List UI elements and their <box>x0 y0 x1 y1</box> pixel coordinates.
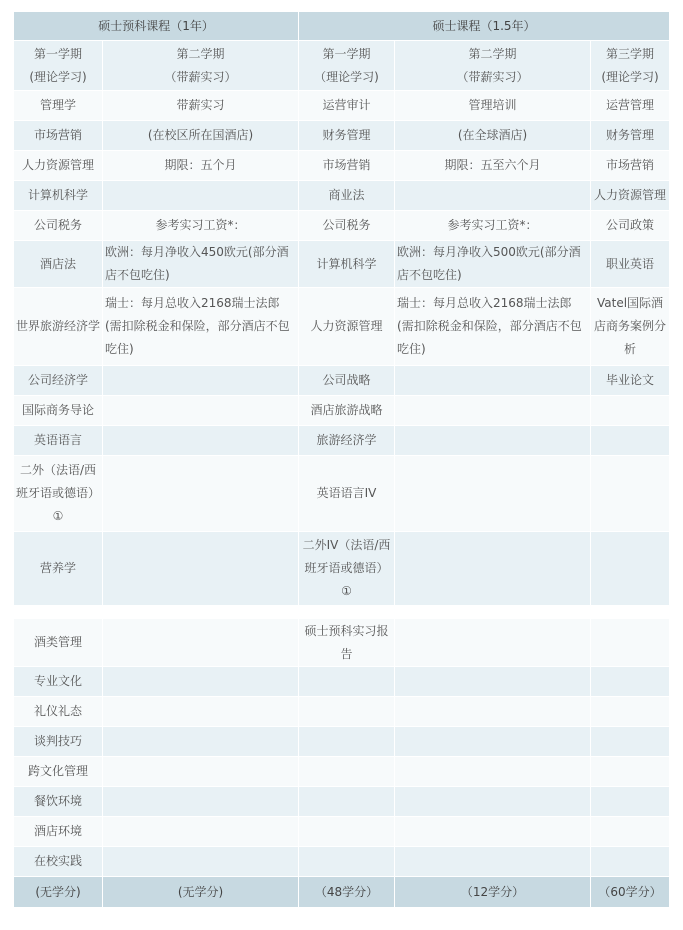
table-row <box>14 817 670 847</box>
table-cell: 参考实习工资*： <box>103 211 299 241</box>
table-row <box>14 727 670 757</box>
table-cell: 职业英语 <box>591 241 670 288</box>
table-cell <box>591 619 670 667</box>
table-cell: 商业法 <box>299 181 395 211</box>
table-cell <box>591 817 670 847</box>
prep-semester-2-header: 第二学期 （带薪实习） <box>103 41 299 91</box>
table-cell: 在校实践 <box>14 847 103 877</box>
table-cell <box>591 667 670 697</box>
credits-cell: （12学分） <box>395 877 591 908</box>
master-semester-2-header: 第二学期 （带薪实习） <box>395 41 591 91</box>
table-cell: 酒店环境 <box>14 817 103 847</box>
table-cell <box>395 396 591 426</box>
table-row <box>14 288 670 366</box>
table-cell <box>395 817 591 847</box>
table-cell <box>395 847 591 877</box>
table-row <box>14 241 670 288</box>
master-program-header: 硕士课程（1.5年） <box>299 12 670 41</box>
table-cell: 专业文化 <box>14 667 103 697</box>
curriculum-table-wrapper <box>13 11 669 908</box>
table-cell: 酒店旅游战略 <box>299 396 395 426</box>
table-cell: 酒类管理 <box>14 619 103 667</box>
table-cell: 二外IV（法语/西班牙语或德语）① <box>299 532 395 606</box>
table-cell <box>591 456 670 532</box>
table-cell <box>103 366 299 396</box>
table-cell: 人力资源管理 <box>14 151 103 181</box>
table-cell <box>103 396 299 426</box>
table-cell <box>395 456 591 532</box>
table-cell <box>103 619 299 667</box>
table-cell: 人力资源管理 <box>591 181 670 211</box>
master-semester-1-header: 第一学期 （理论学习) <box>299 41 395 91</box>
table-cell <box>591 396 670 426</box>
table-cell <box>103 426 299 456</box>
table-cell <box>103 456 299 532</box>
table-cell <box>103 817 299 847</box>
table-cell <box>103 727 299 757</box>
table-cell <box>591 847 670 877</box>
table-cell <box>299 817 395 847</box>
table-row <box>14 532 670 606</box>
table-cell: 公司战略 <box>299 366 395 396</box>
credits-footer-row <box>14 877 670 908</box>
table-cell <box>395 366 591 396</box>
table-row <box>14 151 670 181</box>
table-cell: 财务管理 <box>299 121 395 151</box>
table-cell: 瑞士：每月总收入2168瑞士法郎(需扣除税金和保险，部分酒店不包吃住) <box>395 288 591 366</box>
table-cell: 公司税务 <box>299 211 395 241</box>
table-cell: 计算机科学 <box>14 181 103 211</box>
section-gap <box>14 606 670 619</box>
table-cell <box>395 727 591 757</box>
prep-semester-1-header: 第一学期 (理论学习) <box>14 41 103 91</box>
program-header-row <box>14 12 670 41</box>
table-cell: 英语语言IV <box>299 456 395 532</box>
semester-header-row <box>14 41 670 91</box>
table-cell: 运营管理 <box>591 91 670 121</box>
credits-cell: (无学分) <box>103 877 299 908</box>
table-cell: 毕业论文 <box>591 366 670 396</box>
table-cell: 瑞士：每月总收入2168瑞士法郎(需扣除税金和保险，部分酒店不包吃住) <box>103 288 299 366</box>
table-row <box>14 426 670 456</box>
table-cell <box>299 727 395 757</box>
table-cell <box>395 426 591 456</box>
table-cell: 公司政策 <box>591 211 670 241</box>
table-cell: 国际商务导论 <box>14 396 103 426</box>
table-cell: 参考实习工资*： <box>395 211 591 241</box>
curriculum-table-body <box>14 12 670 908</box>
table-cell: 管理培训 <box>395 91 591 121</box>
table-cell: 公司经济学 <box>14 366 103 396</box>
table-cell: 跨文化管理 <box>14 757 103 787</box>
table-cell: 谈判技巧 <box>14 727 103 757</box>
table-cell <box>103 697 299 727</box>
table-cell: 硕士预科实习报告 <box>299 619 395 667</box>
prep-program-header: 硕士预科课程（1年） <box>14 12 299 41</box>
table-cell <box>299 847 395 877</box>
table-cell <box>395 532 591 606</box>
table-cell <box>395 667 591 697</box>
table-cell <box>395 181 591 211</box>
table-cell: 营养学 <box>14 532 103 606</box>
table-cell <box>591 697 670 727</box>
table-cell <box>591 757 670 787</box>
table-cell <box>591 787 670 817</box>
table-cell: 餐饮环境 <box>14 787 103 817</box>
table-cell: (在全球酒店) <box>395 121 591 151</box>
table-row <box>14 91 670 121</box>
table-row <box>14 847 670 877</box>
table-cell: 运营审计 <box>299 91 395 121</box>
table-row <box>14 787 670 817</box>
table-cell: (在校区所在国酒店) <box>103 121 299 151</box>
table-cell: 管理学 <box>14 91 103 121</box>
table-cell: 旅游经济学 <box>299 426 395 456</box>
credits-cell: (无学分) <box>14 877 103 908</box>
table-cell: 计算机科学 <box>299 241 395 288</box>
table-cell <box>395 757 591 787</box>
table-cell: 市场营销 <box>14 121 103 151</box>
table-row <box>14 121 670 151</box>
table-cell <box>299 667 395 697</box>
table-cell <box>299 787 395 817</box>
table-cell: 财务管理 <box>591 121 670 151</box>
section-gap-row <box>14 606 670 619</box>
table-row <box>14 667 670 697</box>
table-cell <box>103 181 299 211</box>
table-row <box>14 757 670 787</box>
table-cell <box>103 847 299 877</box>
table-row <box>14 697 670 727</box>
table-cell <box>591 727 670 757</box>
table-cell: Vatel国际酒店商务案例分析 <box>591 288 670 366</box>
table-cell: 带薪实习 <box>103 91 299 121</box>
table-cell <box>591 426 670 456</box>
table-row <box>14 181 670 211</box>
table-cell: 二外（法语/西班牙语或德语）① <box>14 456 103 532</box>
table-cell <box>299 697 395 727</box>
table-cell <box>395 787 591 817</box>
table-cell <box>299 757 395 787</box>
credits-cell: （48学分） <box>299 877 395 908</box>
table-cell: 市场营销 <box>591 151 670 181</box>
table-cell: 期限：五个月 <box>103 151 299 181</box>
table-cell <box>103 757 299 787</box>
table-cell: 欧洲：每月净收入450欧元(部分酒店不包吃住) <box>103 241 299 288</box>
table-cell <box>103 787 299 817</box>
table-row <box>14 366 670 396</box>
table-cell: 英语语言 <box>14 426 103 456</box>
table-cell: 礼仪礼态 <box>14 697 103 727</box>
table-cell: 酒店法 <box>14 241 103 288</box>
table-row <box>14 456 670 532</box>
table-cell <box>591 532 670 606</box>
table-cell <box>103 667 299 697</box>
table-cell: 市场营销 <box>299 151 395 181</box>
table-cell: 公司税务 <box>14 211 103 241</box>
table-cell: 期限：五至六个月 <box>395 151 591 181</box>
table-row <box>14 396 670 426</box>
table-cell <box>395 619 591 667</box>
table-row <box>14 619 670 667</box>
credits-cell: （60学分） <box>591 877 670 908</box>
master-semester-3-header: 第三学期 (理论学习) <box>591 41 670 91</box>
table-cell <box>395 697 591 727</box>
table-cell <box>103 532 299 606</box>
table-row <box>14 211 670 241</box>
table-cell: 人力资源管理 <box>299 288 395 366</box>
table-cell: 世界旅游经济学 <box>14 288 103 366</box>
table-cell: 欧洲：每月净收入500欧元(部分酒店不包吃住) <box>395 241 591 288</box>
curriculum-table <box>13 11 670 908</box>
